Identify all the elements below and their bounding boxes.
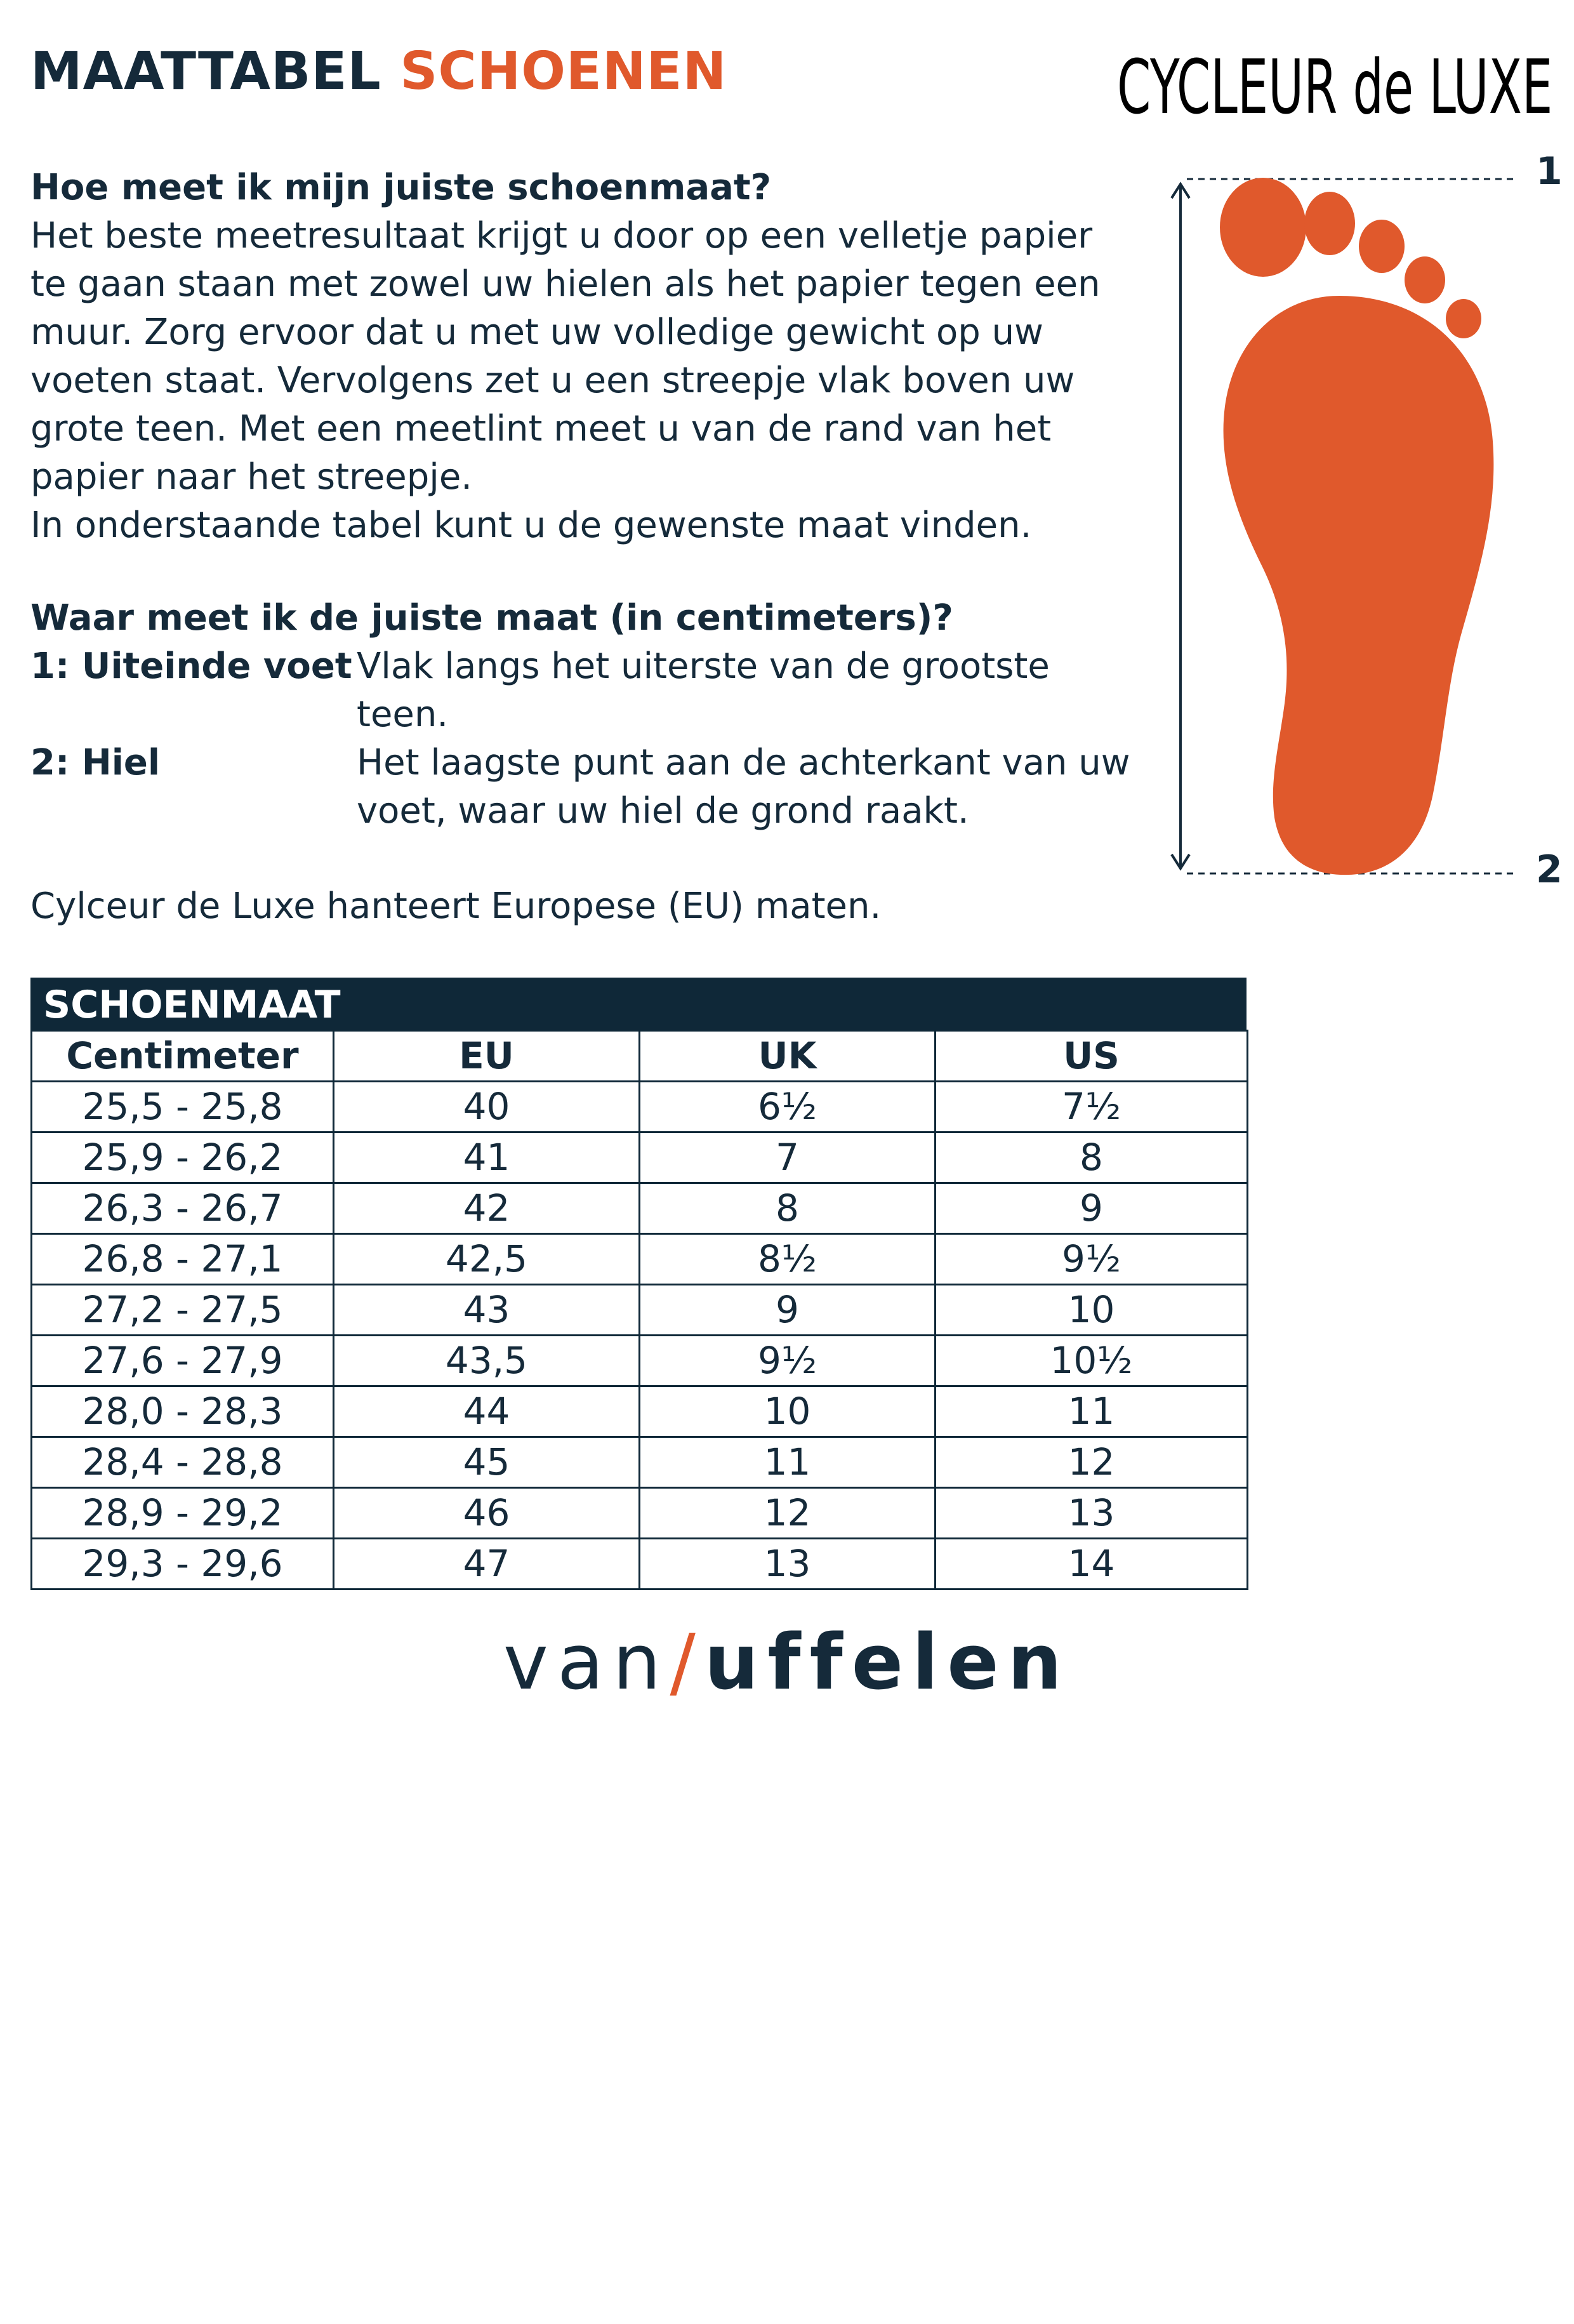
point-1-label: 1: Uiteinde voet (30, 646, 352, 687)
intro-section (30, 164, 1135, 550)
cell-us: 8 (936, 1132, 1248, 1183)
table-row (32, 1234, 1248, 1285)
cell-uk: 6½ (640, 1082, 936, 1132)
title-part-1: MAATTABEL (30, 41, 381, 102)
table-row (32, 1539, 1248, 1590)
size-grid (30, 1030, 1248, 1590)
title-part-2: SCHOENEN (400, 41, 727, 102)
definition-point-1 (30, 642, 1135, 739)
table-header-row (32, 1031, 1248, 1082)
point-2-text: Het laagste punt aan de achterkant van uw voet, waar uw hiel de grond raakt. (357, 742, 1130, 832)
cell-centimeter: 28,9 - 29,2 (32, 1488, 334, 1539)
cell-uk: 10 (640, 1386, 936, 1437)
marker-1: 1 (1536, 149, 1563, 194)
page-title (30, 41, 727, 102)
cell-centimeter: 25,5 - 25,8 (32, 1082, 334, 1132)
table-row (32, 1336, 1248, 1386)
logo-slash: / (670, 1619, 704, 1707)
measure-heading: Waar meet ik de juiste maat (in centimeters)? (30, 597, 953, 639)
cell-uk: 8½ (640, 1234, 936, 1285)
size-table (30, 978, 1249, 1590)
table-row (32, 1183, 1248, 1234)
size-note: Cylceur de Luxe hanteert Europese (EU) maten. (30, 886, 882, 927)
column-header-centimeter: Centimeter (32, 1031, 334, 1082)
cell-eu: 43 (334, 1285, 640, 1336)
foot-measurement-figure (1168, 149, 1574, 901)
table-row (32, 1386, 1248, 1437)
cell-uk: 12 (640, 1488, 936, 1539)
cell-eu: 43,5 (334, 1336, 640, 1386)
logo-part-1: van (503, 1619, 670, 1707)
definition-point-2 (30, 739, 1135, 835)
cell-us: 10 (936, 1285, 1248, 1336)
cell-eu: 47 (334, 1539, 640, 1590)
column-header-eu: EU (334, 1031, 640, 1082)
cell-centimeter: 27,6 - 27,9 (32, 1336, 334, 1386)
intro-body: Het beste meetresultaat krijgt u door op een velletje papier te gaan staan met zowel uw hielen als het papier tegen een muur. Zorg ervoor dat u met uw volledige gewicht op uw voeten staat. Vervolgens zet u een streepje vlak boven uw grote teen. Met een meetlint meet u van de rand van het papier naar het streepje. (30, 215, 1101, 498)
cell-us: 9½ (936, 1234, 1248, 1285)
table-row (32, 1437, 1248, 1488)
logo-part-2: uffelen (704, 1619, 1071, 1707)
cell-uk: 7 (640, 1132, 936, 1183)
cell-eu: 40 (334, 1082, 640, 1132)
cell-eu: 44 (334, 1386, 640, 1437)
cell-uk: 9 (640, 1285, 936, 1336)
cell-centimeter: 29,3 - 29,6 (32, 1539, 334, 1590)
cell-us: 11 (936, 1386, 1248, 1437)
cell-us: 10½ (936, 1336, 1248, 1386)
table-row (32, 1082, 1248, 1132)
intro-line2: In onderstaande tabel kunt u de gewenste maat vinden. (30, 505, 1032, 546)
cell-centimeter: 28,4 - 28,8 (32, 1437, 334, 1488)
cell-eu: 45 (334, 1437, 640, 1488)
table-row (32, 1488, 1248, 1539)
length-arrow (1172, 184, 1189, 868)
column-header-us: US (936, 1031, 1248, 1082)
cell-eu: 42,5 (334, 1234, 640, 1285)
intro-heading: Hoe meet ik mijn juiste schoenmaat? (30, 167, 772, 208)
foot-icon (1220, 178, 1493, 875)
table-row (32, 1132, 1248, 1183)
cell-uk: 13 (640, 1539, 936, 1590)
column-header-uk: UK (640, 1031, 936, 1082)
cell-us: 7½ (936, 1082, 1248, 1132)
cell-uk: 9½ (640, 1336, 936, 1386)
cell-us: 14 (936, 1539, 1248, 1590)
cell-eu: 42 (334, 1183, 640, 1234)
cell-centimeter: 26,3 - 26,7 (32, 1183, 334, 1234)
point-1-text: Vlak langs het uiterste van de grootste teen. (357, 646, 1050, 735)
cell-us: 9 (936, 1183, 1248, 1234)
marker-2: 2 (1536, 847, 1563, 892)
cell-eu: 41 (334, 1132, 640, 1183)
cell-centimeter: 25,9 - 26,2 (32, 1132, 334, 1183)
cell-centimeter: 28,0 - 28,3 (32, 1386, 334, 1437)
cell-centimeter: 27,2 - 27,5 (32, 1285, 334, 1336)
cell-eu: 46 (334, 1488, 640, 1539)
table-title: SCHOENMAAT (30, 978, 1247, 1030)
table-body (32, 1082, 1248, 1590)
cell-centimeter: 26,8 - 27,1 (32, 1234, 334, 1285)
cell-uk: 8 (640, 1183, 936, 1234)
table-row (32, 1285, 1248, 1336)
brand-logo-text: CYCLEUR de LUXE (1117, 43, 1553, 131)
cell-us: 13 (936, 1488, 1248, 1539)
van-uffelen-logo (0, 1619, 1574, 1707)
point-2-label: 2: Hiel (30, 742, 161, 783)
cell-uk: 11 (640, 1437, 936, 1488)
cell-us: 12 (936, 1437, 1248, 1488)
